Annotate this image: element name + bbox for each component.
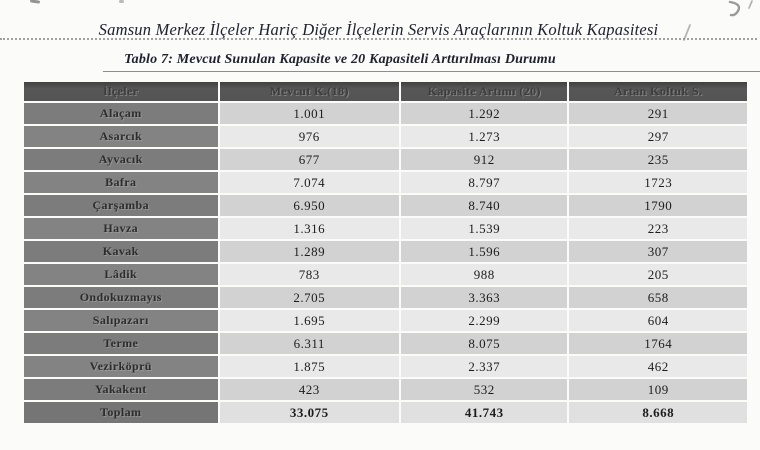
value-cell: 291 bbox=[569, 103, 747, 124]
table-total-row bbox=[24, 402, 747, 423]
district-cell: Asarcık bbox=[24, 126, 218, 147]
table-row bbox=[24, 287, 747, 308]
value-cell: 1.596 bbox=[401, 241, 567, 262]
table-row bbox=[24, 333, 747, 354]
value-cell: 2.705 bbox=[220, 287, 400, 308]
value-cell: 6.950 bbox=[220, 195, 400, 216]
value-cell: 7.074 bbox=[220, 172, 400, 193]
value-cell: 8.797 bbox=[401, 172, 567, 193]
table-row bbox=[24, 103, 747, 124]
table-row bbox=[24, 310, 747, 331]
table-row bbox=[24, 195, 747, 216]
value-cell: 235 bbox=[569, 149, 747, 170]
table-row bbox=[24, 126, 747, 147]
total-label-cell: Toplam bbox=[24, 402, 218, 423]
value-cell: 1764 bbox=[569, 333, 747, 354]
column-header-capacity-increase: Kapasite Artımı (20) bbox=[401, 82, 567, 101]
district-cell: Terme bbox=[24, 333, 218, 354]
value-cell: 423 bbox=[220, 379, 400, 400]
column-header-districts: İlçeler bbox=[24, 82, 218, 101]
document-title: Samsun Merkez İlçeler Hariç Diğer İlçelerin Servis Araçlarının Koltuk Kapasitesi bbox=[98, 20, 659, 39]
district-cell: Kavak bbox=[24, 241, 218, 262]
value-cell: 297 bbox=[569, 126, 747, 147]
value-cell: 307 bbox=[569, 241, 747, 262]
value-cell: 1.695 bbox=[220, 310, 400, 331]
district-cell: Havza bbox=[24, 218, 218, 239]
value-cell: 1.001 bbox=[220, 103, 400, 124]
district-cell: Alaçam bbox=[24, 103, 218, 124]
table-row bbox=[24, 218, 747, 239]
table-row bbox=[24, 241, 747, 262]
district-cell: Ayvacık bbox=[24, 149, 218, 170]
value-cell: 677 bbox=[220, 149, 400, 170]
value-cell: 1.316 bbox=[220, 218, 400, 239]
value-cell: 109 bbox=[569, 379, 747, 400]
scan-speck bbox=[30, 0, 40, 4]
district-cell: Çarşamba bbox=[24, 195, 218, 216]
column-header-current-capacity: Mevcut K.(18) bbox=[220, 82, 400, 101]
value-cell: 1.539 bbox=[401, 218, 567, 239]
district-cell: Salıpazarı bbox=[24, 310, 218, 331]
value-cell: 1723 bbox=[569, 172, 747, 193]
table-row bbox=[24, 356, 747, 377]
district-cell: Ondokuzmayıs bbox=[24, 287, 218, 308]
value-cell: 462 bbox=[569, 356, 747, 377]
value-cell: 783 bbox=[220, 264, 400, 285]
value-cell: 658 bbox=[569, 287, 747, 308]
value-cell: 1.875 bbox=[220, 356, 400, 377]
table-row bbox=[24, 379, 747, 400]
district-cell: Vezirköprü bbox=[24, 356, 218, 377]
scan-speck bbox=[119, 0, 124, 3]
value-cell: 1.292 bbox=[401, 103, 567, 124]
district-cell: Yakakent bbox=[24, 379, 218, 400]
value-cell: 532 bbox=[401, 379, 567, 400]
value-cell: 604 bbox=[569, 310, 747, 331]
value-cell: 8.075 bbox=[401, 333, 567, 354]
table-row bbox=[24, 264, 747, 285]
value-cell: 2.337 bbox=[401, 356, 567, 377]
value-cell: 976 bbox=[220, 126, 400, 147]
table-row bbox=[24, 172, 747, 193]
total-value-cell: 8.668 bbox=[569, 402, 747, 423]
total-value-cell: 33.075 bbox=[220, 402, 400, 423]
value-cell: 1790 bbox=[569, 195, 747, 216]
value-cell: 2.299 bbox=[401, 310, 567, 331]
value-cell: 1.273 bbox=[401, 126, 567, 147]
value-cell: 223 bbox=[569, 218, 747, 239]
table-caption: Tablo 7: Mevcut Sunulan Kapasite ve 20 Kapasiteli Arttırılması Durumu bbox=[124, 52, 556, 67]
value-cell: 8.740 bbox=[401, 195, 567, 216]
value-cell: 912 bbox=[401, 149, 567, 170]
table-row bbox=[24, 149, 747, 170]
district-cell: Bafra bbox=[24, 172, 218, 193]
dotted-divider bbox=[0, 38, 757, 40]
capacity-table bbox=[22, 80, 749, 425]
district-cell: Lâdik bbox=[24, 264, 218, 285]
value-cell: 988 bbox=[401, 264, 567, 285]
value-cell: 205 bbox=[569, 264, 747, 285]
value-cell: 1.289 bbox=[220, 241, 400, 262]
column-header-added-seats: Artan Koltuk S. bbox=[569, 82, 747, 101]
table-header bbox=[24, 82, 747, 101]
value-cell: 3.363 bbox=[401, 287, 567, 308]
value-cell: 6.311 bbox=[220, 333, 400, 354]
caption-underline bbox=[103, 71, 760, 72]
total-value-cell: 41.743 bbox=[401, 402, 567, 423]
